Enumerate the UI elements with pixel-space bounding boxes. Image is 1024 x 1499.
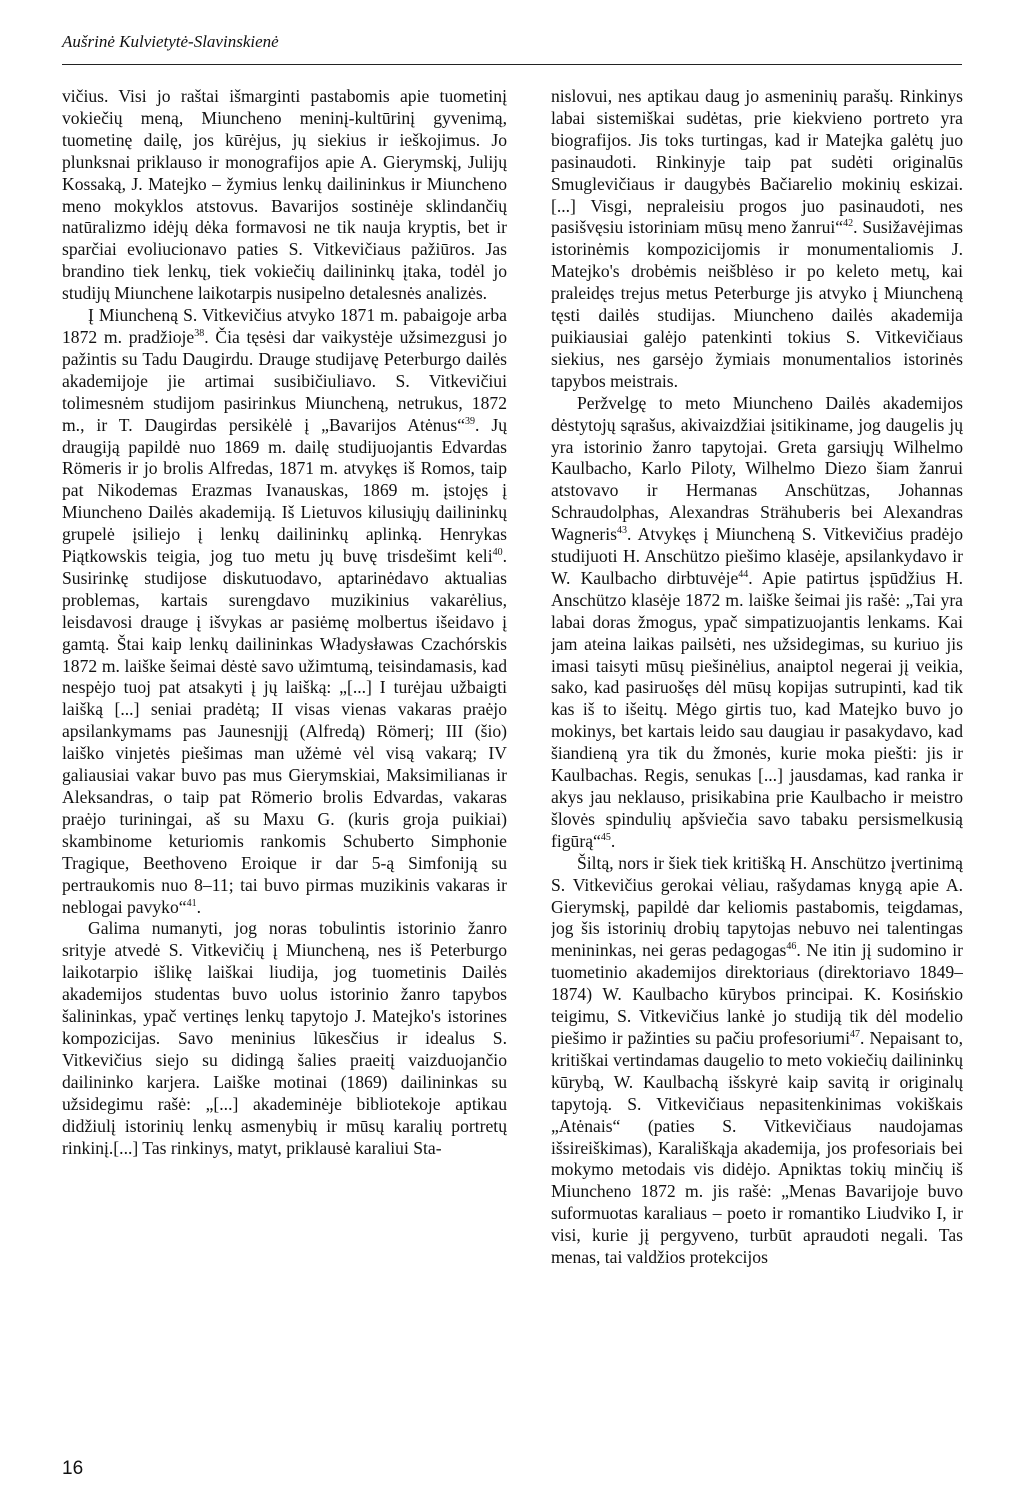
paragraph: vičius. Visi jo raštai išmarginti pastabomis apie tuometinį vokiečių meną, Miuncheno meninį-kultūrinį gyvenimą, tuometinę dailę, jos kūrėjus, jų siekius ir ieškojimus. Jo plunksnai priklauso ir monografijos apie A. Gierymskį, Julijų Kossaką, J. Matejko – žymius lenkų dailininkus ir Miuncheno meno mokyklos atstovus. Bavarijos sostinėje sklindančių natūralizmo idėjų dėka formavosi ne tik nauja kryptis, bet ir sparčiai evoliucionavo paties S. Vitkevičiaus pažiūros. Jas brandino tiek lenkų, tiek vokiečių dailininkų įtaka, todėl jo studijų Miunchene laikotarpis nusipelno detalesnės analizės. bbox=[62, 86, 507, 304]
footnote-ref[interactable]: 39 bbox=[465, 415, 475, 427]
footnote-ref[interactable]: 46 bbox=[786, 941, 797, 953]
footnote-ref[interactable]: 41 bbox=[186, 897, 197, 909]
footnote-ref[interactable]: 40 bbox=[492, 547, 503, 559]
running-header-author: Aušrinė Kulvietytė-Slavinskienė bbox=[62, 32, 279, 51]
paragraph: Peržvelgę to meto Miuncheno Dailės akademijos dėstytojų sąrašus, akivaizdžiai įsitikiname, jog daugelis jų yra istorinio žanro tapytojai. Greta garsiųjų Wilhelmo Kaulbacho, Karlo Piloty, Wilhelmo Diezo šiam žanrui atstovavo ir Hermanas Anschützas, Johannas Schraudolphas, Alexandras Strähuberis bei Alexandras Wagneris$^{43}$. Atvykęs į Miuncheną S. Vitkevičius pradėjo studijuoti H. Anschützo piešimo klasėje, apsilankydavo ir W. Kaulbacho dirbtuvėje$^{44}$. Apie patirtus įspūdžius H. Anschützo klasėje 1872 m. laiške šeimai jis rašė: „Tai yra labai doras žmogus, ypač simpatizuojantis lenkams. Kai jam ateina laikas pailsėti, nes užsidegimas, su kuriuo jis imasi taisyti mūsų piešinėlius, anaiptol negerai jį veikia, sako, kad pasiruošęs dėl mūsų kopijas sutrupinti, kad tik kas iš to išeitų. Mėgo girtis tuo, kad Matejko buvo jo mokinys, bet kartais leido sau daugiau ir pasakydavo, kad šiandieną yra tik du žmonės, kurie moka piešti: jis ir Kaulbachas. Regis, senukas [...] jausdamas, kad ranka ir akys jau neklauso, prisikabina prie Kaulbacho ir meistro šlovės spindulių apšviečia savo tabaku persismelkusią figūrą“$^{45}$. bbox=[551, 392, 963, 851]
footnote-ref[interactable]: 47 bbox=[850, 1029, 860, 1041]
paragraph: Šiltą, nors ir šiek tiek kritišką H. Anschützo įvertinimą S. Vitkevičius gerokai vėliau, rašydamas knygą apie A. Gierymskį, papildė dar keliomis pastabomis, teigdamas, jog šis istorinių drobių tapytojas nebuvo nei talentingas menininkas, nei geras pedagogas$^{46}$. Ne itin jį sudomino ir tuometinio akademijos direktoriaus (direktoriavo 1849–1874) W. Kaulbacho kūrybos principai. K. Kosińskio teigimu, S. Vitkevičius lankė jo studiją tik dėl modelio piešimo ir pažinties su pačiu profesoriumi$^{47}$. Nepaisant to, kritiškai vertindamas daugelio to meto vokiečių dailininkų kūrybą, W. Kaulbachą išskyrė kaip savitą ir originalų tapytoją. S. Vitkevičiaus nepasitenkinimas vokiškais „Atėnais“ (paties S. Vitkevičiaus naudojamas išsireiškimas), Karališkąja akademija, jos profesoriais bei mokymo metodais vis didėjo. Apniktas tokių minčių iš Miuncheno 1872 m. jis rašė: „Menas Bavarijoje buvo suformuotas karaliaus – poeto ir romantiko Liudviko I, ir visi, kurie jį pergyveno, turbūt apraudoti negali. Tas menas, tai valdžios protekcijos bbox=[551, 852, 963, 1268]
paragraph: Galima numanyti, jog noras tobulintis istorinio žanro srityje atvedė S. Vitkevičių į Miuncheną, nes iš Peterburgo laikotarpio išlikę laiškai liudija, jog tuometinis Dailės akademijos studentas buvo uolus istorinio žanro tapybos šalininkas, ypač vertinęs lenkų tapytojo J. Matejko's istorines kompozicijas. Savo meninius lūkesčius ir idealus S. Vitkevičius siejo su didingą šalies praeitį vaizduojančio dailininko karjera. Laiške motinai (1869) dailininkas su užsidegimu rašė: „[...] akademinėje bibliotekoje aptikau didžiulį istorinių lenkų asmenybių ir mūsų karalių portretų rinkinį.[...] Tas rinkinys, matyt, priklausė karaliui Sta- bbox=[62, 918, 507, 1158]
footnote-ref[interactable]: 45 bbox=[600, 831, 611, 843]
paragraph: nislovui, nes aptikau daug jo asmeninių parašų. Rinkinys labai sistemiškai sudėtas, prie kiekvieno portreto yra biografijos. Jis toks turtingas, kad ir Matejka galėtų juo pasinaudoti. Rinkinyje taip pat sudėti originalūs Smuglevičiaus ir daugybės Bačiarelio mokinių eskizai. [...] Visgi, nepraleisiu progos juo pasinaudoti, nes pasišvęsiu istoriniam mūsų meno žanrui“$^{42}$. Susižavėjimas istorinėmis kompozicijomis ir monumentaliomis J. Matejko's drobėmis neišblėso ir po keleto metų, kai praleidęs trejus metus Peterburge jis atvyko į Miuncheną tęsti dailės studijas. Miuncheno dailės akademija puikiausiai galėjo patenkinti tokius S. Vitkevičiaus siekius, nes garsėjo žymiais monumentalios istorinės tapybos meistrais. bbox=[551, 86, 963, 391]
footnote-ref[interactable]: 42 bbox=[843, 218, 854, 230]
footnote-ref[interactable]: 44 bbox=[738, 569, 749, 581]
header-rule bbox=[62, 64, 962, 65]
footnote-ref[interactable]: 43 bbox=[617, 525, 628, 537]
paragraph: Į Miuncheną S. Vitkevičius atvyko 1871 m. pabaigoje arba 1872 m. pradžioje$^{38}$. Čia tęsėsi dar vaikystėje užsimezgusi jo pažintis su Tadu Daugirdu. Drauge studijavę Peterburgo dailės akademijoje jie artimai susibičiuliavo. S. Vitkevičiui tolimesnėm studijom pasirinkus Miuncheną, netrukus, 1872 m., ir T. Daugirdas persikėlė į „Bavarijos Atėnus“$^{39}$. Jų draugiją papildė nuo 1869 m. dailę studijuojantis Edvardas Römeris ir jo brolis Alfredas, 1871 m. atvykęs iš Romos, taip pat Nikodemas Erazmas Ivanauskas, 1869 m. įstojęs į Miuncheno Dailės akademiją. Iš Lietuvos kilusiųjų dailininkų grupelė įsiliejo į lenkų dailininkų aplinką. Henrykas Piątkowskis teigia, jog tuo metu jų buvę trisdešimt keli$^{40}$. Susirinkę studijose diskutuodavo, aptarinėdavo aktualias problemas, kartais surengdavo muzikinius vakarėlius, leisdavosi drauge į išvykas ar pasiėmę molbertus išeidavo į gamtą. Štai kaip lenkų dailininkas Władysławas Czachórskis 1872 m. laiške šeimai dėstė savo užimtumą, teisindamasis, kad nespėjo tuoj pat atsakyti į jų laišką: „[...] I turėjau užbaigti laišką [...] seniai pradėtą; II visas vienas vakaras praėjo apsilankymams pas Jaunesnįjį (Alfredą) Römerį; III (šio) laiško vinjetės piešimas man užėmė vėl visą vakarą; IV galiausiai vakar buvo pas mus Gierymskiai, Maksimilianas ir Aleksandras, o taip pat Römerio brolis Edvardas, vakaras praėjo turiningai, aš su Maxu G. (kuris groja puikiai) skambinome keturiomis rankomis Schuberto Simphonie Tragique, Beethoveno Eroique ir dar 5-ą Simfoniją su pertraukomis nuo 8–11; tai buvo pirmas muzikinis vakaras ir neblogai pavyko“$^{41}$. bbox=[62, 305, 507, 917]
right-column bbox=[551, 86, 963, 1446]
left-column bbox=[62, 86, 507, 1446]
page-number: 16 bbox=[62, 1458, 84, 1479]
footnote-ref[interactable]: 38 bbox=[194, 328, 205, 340]
